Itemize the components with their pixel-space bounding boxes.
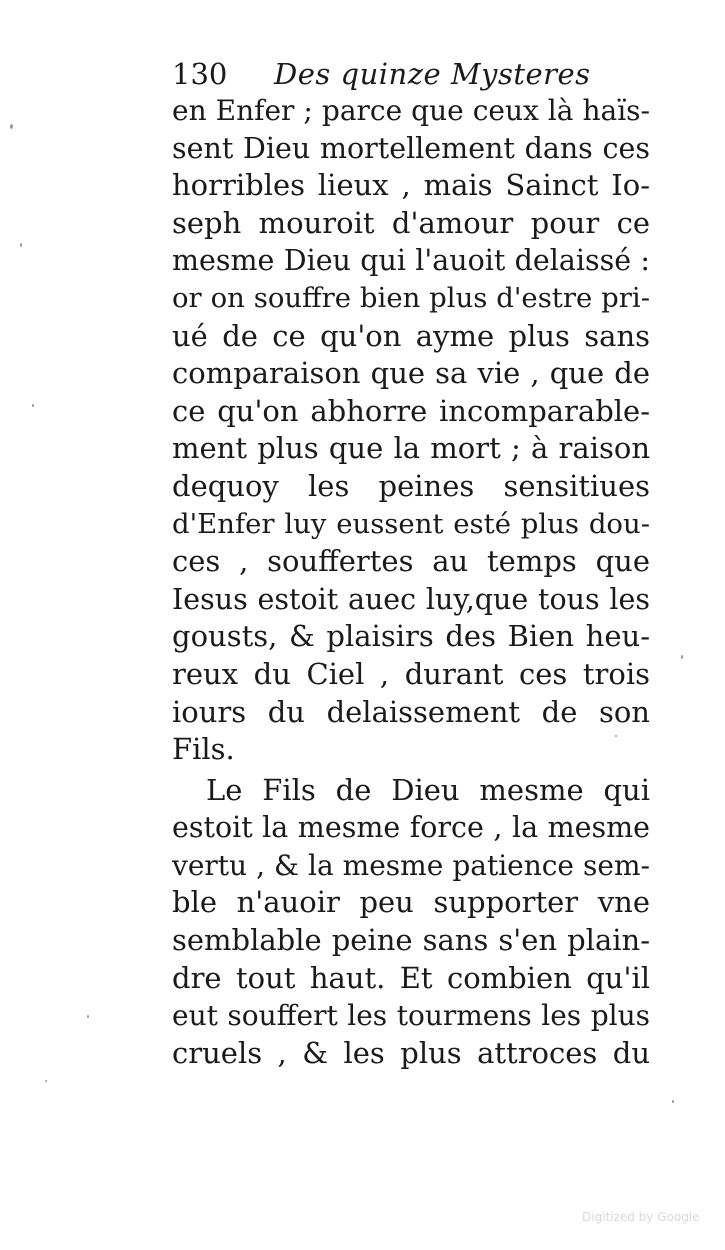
text-line: gousts, & plaisirs des Bien heu- <box>172 619 650 654</box>
speck <box>681 655 683 659</box>
text-line: Le Fils de Dieu mesme qui <box>206 772 650 807</box>
text-line: reux du Ciel , durant ces trois <box>172 656 650 691</box>
text-line: ble n'auoir peu supporter vne <box>172 885 650 920</box>
body-text <box>172 92 650 1072</box>
text-line: ces , souffertes au temps que <box>172 544 650 579</box>
text-line: iours du delaissement de son <box>172 694 650 729</box>
text-line: d'Enfer luy eussent esté plus dou- <box>172 507 650 540</box>
speck <box>615 735 617 737</box>
speck <box>10 124 13 129</box>
paragraph <box>172 92 650 769</box>
speck <box>20 243 22 247</box>
paragraph <box>172 772 650 1073</box>
digitization-watermark: Digitized by Google <box>582 1210 700 1224</box>
text-line: cruels , & les plus attroces du <box>172 1035 650 1070</box>
text-line: ment plus que la mort ; à raison <box>172 431 650 466</box>
text-line: Fils. <box>172 732 235 767</box>
text-line: vertu , & la mesme patience sem- <box>172 848 650 882</box>
text-line: dre tout haut. Et combien qu'il <box>172 960 650 995</box>
text-line: ce qu'on abhorre incomparable- <box>172 393 650 428</box>
text-line: comparaison que sa vie , que de <box>172 356 650 391</box>
text-line: semblable peine sans s'en plain- <box>172 923 650 958</box>
text-line: dequoy les peines sensitiues <box>172 468 650 503</box>
speck <box>45 1080 47 1082</box>
page-number: 130 <box>172 57 228 91</box>
speck <box>87 1015 89 1018</box>
text-line: en Enfer ; parce que ceux là haïs- <box>172 94 650 127</box>
text-line: mesme Dieu qui l'auoit delaissé : <box>172 244 650 278</box>
speck <box>672 1100 674 1103</box>
text-line: sent Dieu mortellement dans ces <box>172 131 650 165</box>
text-line: Iesus estoit auec luy,que tous les <box>172 582 650 616</box>
text-line: horribles lieux , mais Sainct Io- <box>172 168 650 203</box>
text-line: ué de ce qu'on ayme plus sans <box>172 318 650 353</box>
text-line: eut souffert les tourmens les plus <box>172 999 650 1033</box>
running-title: Des quinze Mysteres <box>274 57 591 91</box>
text-line: estoit la mesme force , la mesme <box>172 811 650 845</box>
speck <box>32 404 34 407</box>
text-line: seph mouroit d'amour pour ce <box>172 205 650 240</box>
text-line: or on souffre bien plus d'estre pri- <box>172 281 650 314</box>
running-head <box>172 56 612 92</box>
